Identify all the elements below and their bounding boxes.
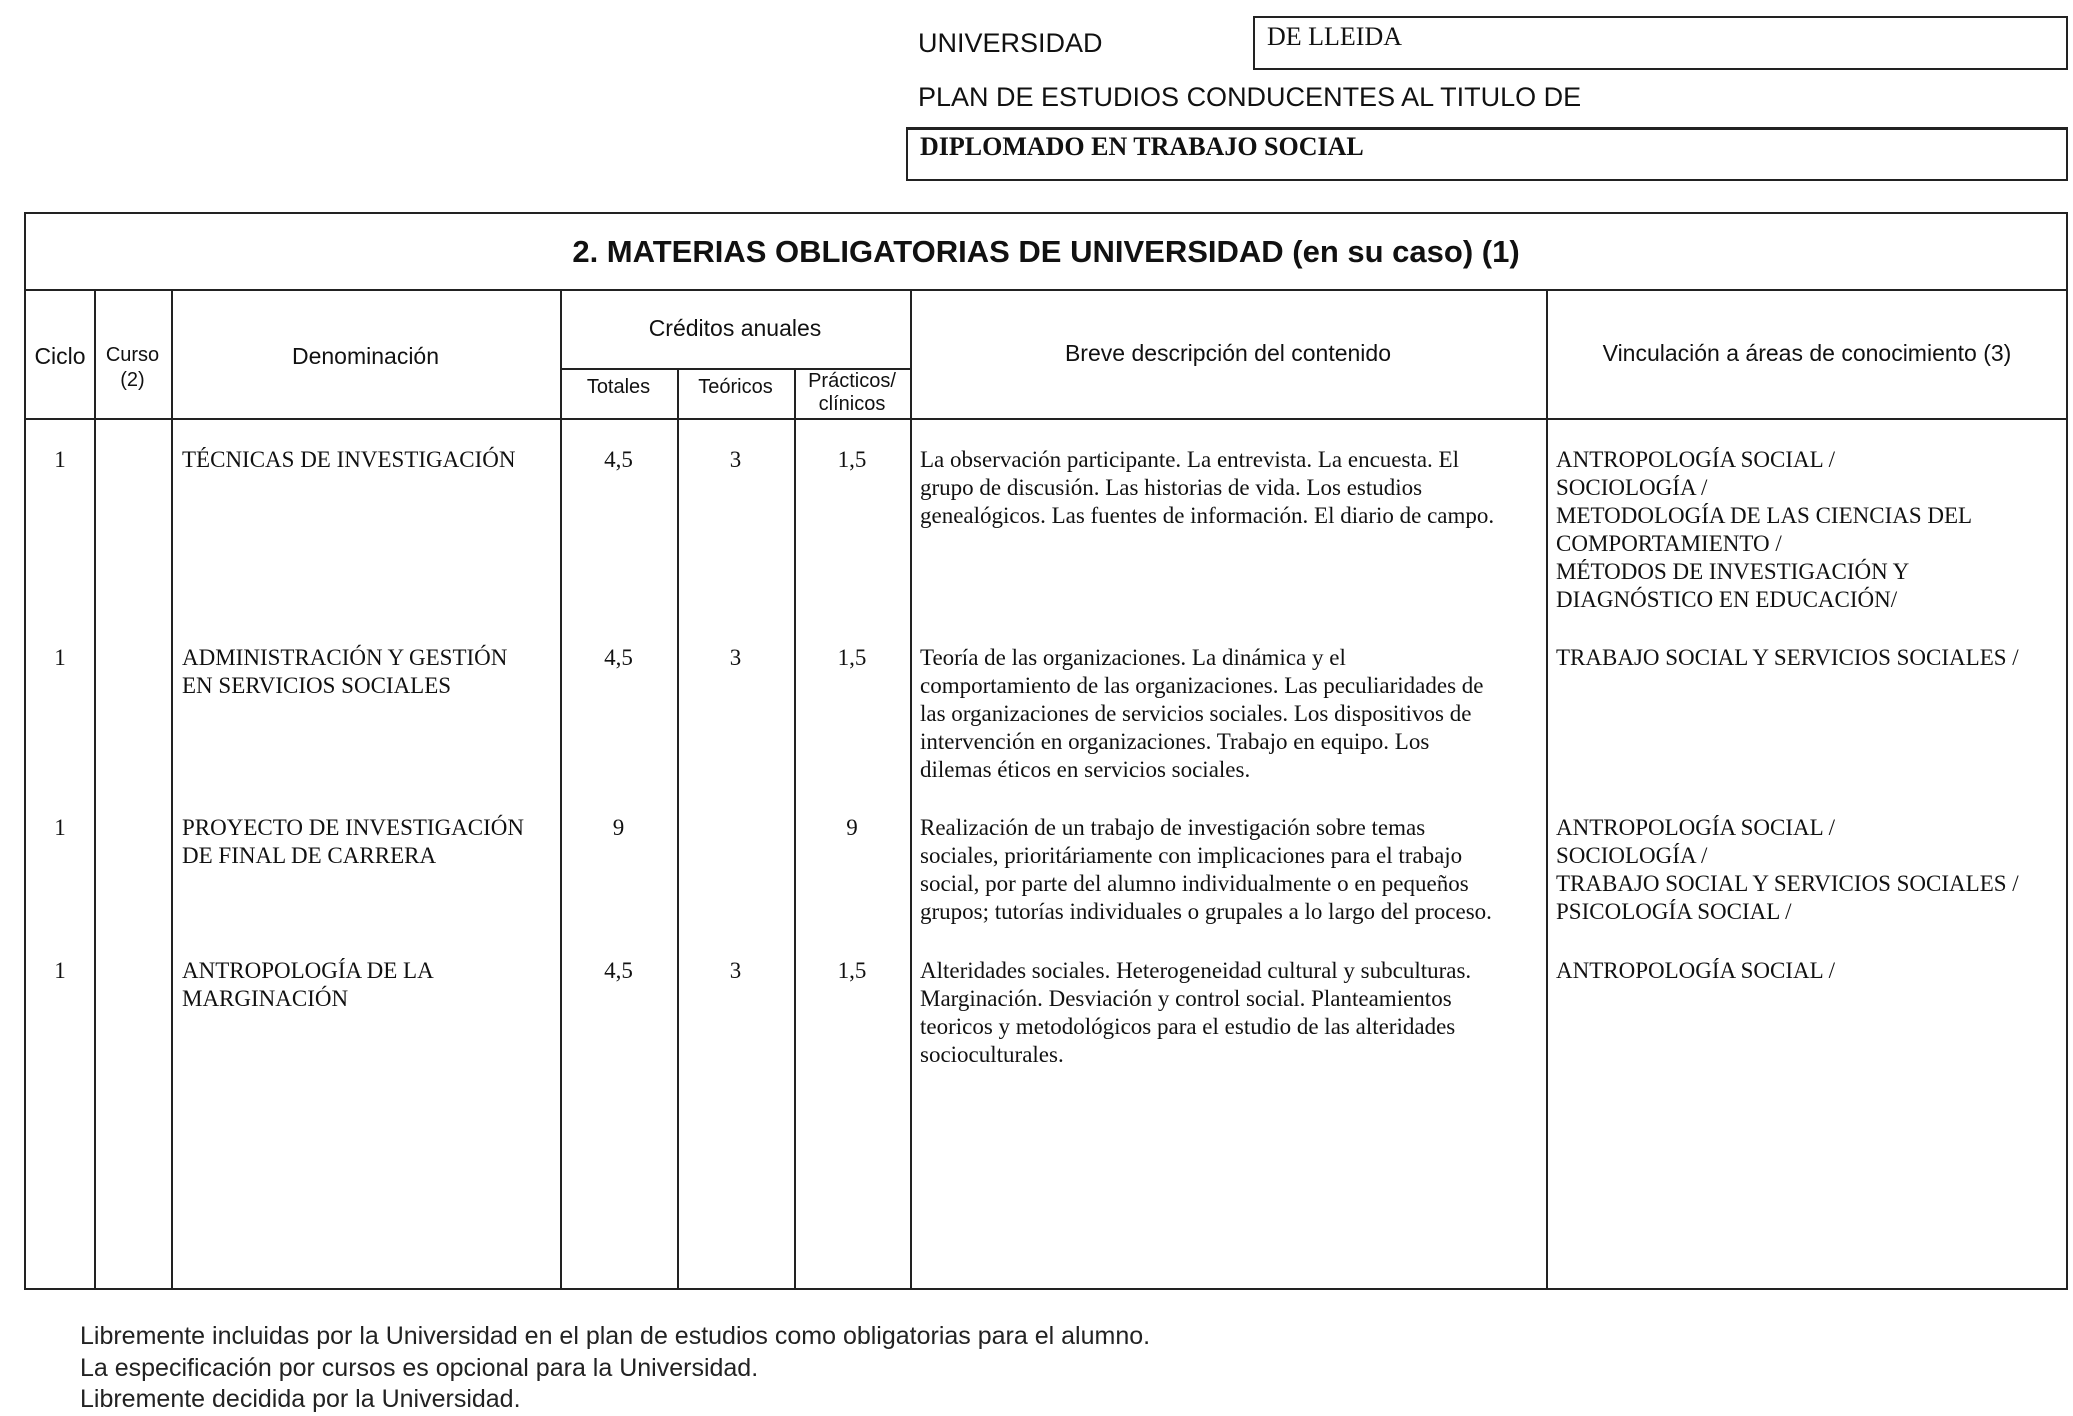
row-1-practicos: 1,5 — [837, 447, 867, 472]
header-bottom-rule — [26, 418, 2066, 420]
degree-field — [906, 127, 2068, 181]
degree-value: DIPLOMADO EN TRABAJO SOCIAL — [920, 132, 1364, 161]
row-3-denominacion: PROYECTO DE INVESTIGACIÓN DE FINAL DE CARRERA — [182, 815, 525, 868]
row-2-teoricos: 3 — [729, 645, 742, 670]
column-divider — [171, 291, 173, 1288]
header-curso: Curso — [105, 344, 160, 366]
table-title: 2. MATERIAS OBLIGATORIAS DE UNIVERSIDAD (en su caso) (1) — [26, 214, 2066, 291]
university-field — [1253, 16, 2068, 70]
row-3-descripcion: Realización de un trabajo de investigación sobre temas sociales, prioritáriamente con implicaciones para el trabajo social, por parte del alumno individualmente o en pequeños grupos; tutorías individuales o grupales a lo largo del proceso. — [920, 815, 1492, 924]
row-3-totales: 9 — [612, 815, 625, 840]
row-1-totales: 4,5 — [604, 447, 633, 472]
row-4-practicos: 1,5 — [837, 958, 867, 983]
plan-label: PLAN DE ESTUDIOS CONDUCENTES AL TITULO DE — [918, 82, 1582, 112]
header-curso-note: (2) — [120, 369, 145, 391]
header-clinicos: clínicos — [818, 393, 886, 415]
header-totales: Totales — [586, 376, 651, 398]
column-divider — [560, 291, 562, 1288]
column-divider — [677, 368, 679, 1288]
row-4-teoricos: 3 — [729, 958, 742, 983]
row-1-vinculacion: ANTROPOLOGÍA SOCIAL / SOCIOLOGÍA / METODOLOGÍA DE LAS CIENCIAS DEL COMPORTAMIENTO / MÉTODOS DE INVESTIGACIÓN Y DIAGNÓSTICO EN EDUCACIÓN/ — [1556, 447, 1973, 612]
row-1-ciclo: 1 — [54, 447, 66, 472]
row-1-denominacion: TÉCNICAS DE INVESTIGACIÓN — [182, 447, 516, 472]
row-2-descripcion: Teoría de las organizaciones. La dinámica y el comportamiento de las organizaciones. Las peculiaridades de las organizaciones de servicios sociales. Los dispositivos de intervención en organizaciones. Trabajo en equipo. Los dilemas éticos en servicios sociales. — [920, 645, 1484, 782]
column-divider — [1546, 291, 1548, 1288]
row-4-vinculacion: ANTROPOLOGÍA SOCIAL / — [1556, 958, 1835, 983]
row-4-denominacion: ANTROPOLOGÍA DE LA MARGINACIÓN — [182, 958, 434, 1011]
row-2-denominacion: ADMINISTRACIÓN Y GESTIÓN EN SERVICIOS SOCIALES — [182, 645, 508, 698]
row-2-ciclo: 1 — [54, 645, 66, 670]
footnote-2: La especificación por cursos es opcional para la Universidad. — [80, 1354, 759, 1382]
row-2-practicos: 1,5 — [837, 645, 867, 670]
row-3-ciclo: 1 — [54, 815, 66, 840]
row-2-vinculacion: TRABAJO SOCIAL Y SERVICIOS SOCIALES / — [1556, 645, 2019, 670]
column-divider — [94, 291, 96, 1288]
row-1-teoricos: 3 — [729, 447, 742, 472]
row-3-practicos: 9 — [846, 815, 858, 840]
row-3-vinculacion: ANTROPOLOGÍA SOCIAL / SOCIOLOGÍA / TRABAJO SOCIAL Y SERVICIOS SOCIALES / PSICOLOGÍA SOCIAL / — [1556, 815, 2019, 924]
header-creditos: Créditos anuales — [648, 315, 822, 341]
row-4-totales: 4,5 — [604, 958, 633, 983]
row-2-totales: 4,5 — [604, 645, 633, 670]
header-denominacion: Denominación — [291, 343, 440, 369]
column-divider — [910, 291, 912, 1288]
footnote-3: Libremente decidida por la Universidad. — [80, 1385, 521, 1413]
header-ciclo: Ciclo — [34, 343, 86, 369]
header-descripcion: Breve descripción del contenido — [1064, 340, 1392, 366]
header-practicos: Prácticos/ — [808, 370, 896, 392]
university-label: UNIVERSIDAD — [918, 28, 1103, 58]
university-value: DE LLEIDA — [1267, 22, 1403, 51]
header-teoricos: Teóricos — [698, 376, 773, 398]
row-4-ciclo: 1 — [54, 958, 66, 983]
footnote-1: Libremente incluidas por la Universidad en el plan de estudios como obligatorias para el alumno. — [80, 1322, 1151, 1350]
row-4-descripcion: Alteridades sociales. Heterogeneidad cultural y subculturas. Marginación. Desviación y control social. Planteamientos teoricos y metodológicos para el estudio de las alteridades socioculturales. — [920, 958, 1472, 1067]
row-1-descripcion: La observación participante. La entrevista. La encuesta. El grupo de discusión. Las historias de vida. Los estudios genealógicos. Las fuentes de información. El diario de campo. — [920, 447, 1495, 528]
header-vinculacion: Vinculación a áreas de conocimiento (3) — [1602, 340, 2012, 366]
subjects-table — [24, 212, 2068, 1290]
